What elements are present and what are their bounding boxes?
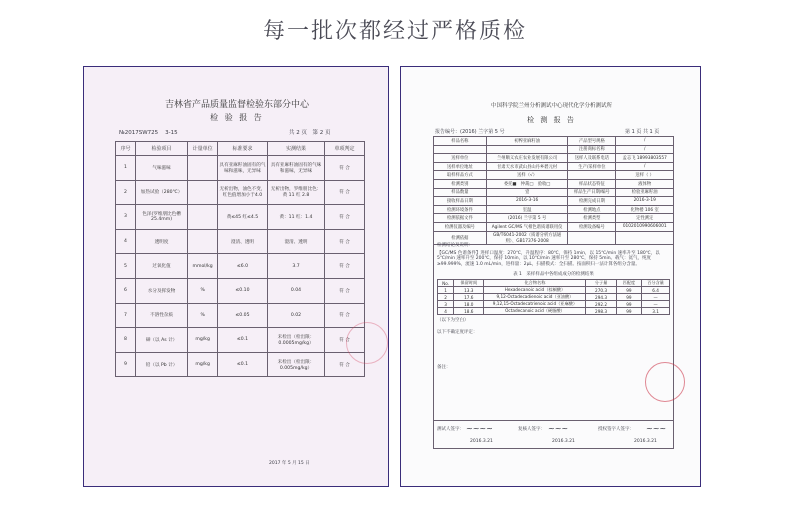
report1-page-info: 共 2 页 第 2 页 bbox=[289, 130, 331, 136]
info-cell: 检验亚麻籽油 bbox=[616, 188, 674, 197]
result-cell: 9,12-Octadecadienoic acid（亚油酸） bbox=[484, 294, 586, 301]
table-header-cell: 计量单位 bbox=[188, 142, 218, 156]
result-header-cell: 化合物名称 bbox=[484, 280, 586, 287]
report1-title: 检 验 报 告 bbox=[210, 113, 264, 122]
info-cell: 样品生产日期/编号 bbox=[568, 188, 616, 197]
blank-note: （以下为空白） bbox=[437, 318, 469, 324]
table-header-cell: 单项判定 bbox=[325, 142, 365, 156]
table-row bbox=[116, 180, 365, 205]
approver-date: 2016.3.21 bbox=[634, 439, 657, 444]
result-cell: 1 bbox=[438, 287, 454, 294]
tester-label: 测试人签字： bbox=[437, 427, 464, 432]
result-cell: Octadecanoic acid（硬脂酸） bbox=[484, 308, 586, 315]
table-cell: 无析出物，油色不变，红色值增加小于4.0 bbox=[218, 180, 268, 205]
table-cell: 未检出（检出限：0.0005mg/kg） bbox=[267, 328, 324, 353]
table-cell: 加热试验（280℃） bbox=[135, 180, 187, 205]
result-cell: 99 bbox=[616, 287, 642, 294]
info-cell: 接收样品日期 bbox=[434, 197, 487, 206]
inspection-report-1 bbox=[83, 66, 389, 487]
table-cell: 符 合 bbox=[325, 254, 365, 279]
result-cell: 13.3 bbox=[454, 287, 484, 294]
info-cell: 送样（√） bbox=[486, 171, 568, 180]
info-cell: 样品名称 bbox=[434, 137, 487, 146]
info-cell: 生产/采样单位 bbox=[568, 162, 616, 171]
info-row bbox=[434, 222, 674, 231]
info-row bbox=[434, 145, 674, 154]
table-header-cell: 实测结果 bbox=[267, 142, 324, 156]
result-cell: 2 bbox=[438, 294, 454, 301]
info-cell: 委托■ 仲裁□ 验收□ bbox=[486, 179, 568, 188]
result-cell: Hexadecanoic acid（棕榈酸） bbox=[484, 287, 586, 294]
result-cell: 3.1 bbox=[642, 308, 670, 315]
table-cell: 3.7 bbox=[267, 254, 324, 279]
table-row bbox=[116, 303, 365, 328]
info-cell bbox=[486, 145, 568, 154]
info-cell: / bbox=[616, 137, 674, 146]
reviewer-signature: ~~~ bbox=[548, 424, 569, 433]
info-cell: 2016-3-16 bbox=[486, 197, 568, 206]
table-cell: 气味滋味 bbox=[135, 156, 187, 181]
table-cell bbox=[188, 180, 218, 205]
result-row bbox=[438, 294, 670, 301]
table-cell: 符 合 bbox=[325, 180, 365, 205]
reviewer-label: 复核人签字： bbox=[518, 427, 545, 432]
info-cell: 检测依据 bbox=[434, 231, 487, 244]
info-cell: 液体物 bbox=[616, 179, 674, 188]
info-cell: 送样单位 bbox=[434, 154, 487, 163]
method-text: 【GC/MS 色谱条件】进样口温度：270℃，升温程序：80℃，保持 1min，以 15℃/min 速率升至 180℃，以 5℃/min 速率升至 200℃，保持 10min，以 10℃/min 速率升至 280℃，保持 5min。载气：氦气，纯度≥99.999%，流速 1.0 mL/min，进样量：2μL，扫描模式：全扫描。按面积归一法计算各组分含量。 bbox=[437, 250, 660, 267]
info-cell: Agilent GC/MS 气相色谱质谱联用仪 bbox=[486, 222, 568, 231]
result-header-cell: 匹配度 bbox=[616, 280, 642, 287]
table-cell: 过氧化值 bbox=[135, 254, 187, 279]
table-cell: 符 合 bbox=[325, 352, 365, 377]
result-row bbox=[438, 301, 670, 308]
table-cell: mg/kg bbox=[188, 352, 218, 377]
info-cell: 检测地点 bbox=[568, 205, 616, 214]
report2-number: 报告编号：(2016) 兰字第 5 号 bbox=[435, 129, 505, 135]
table-header-cell: 标准要求 bbox=[218, 142, 268, 156]
remark-label: 以下不确定度评定： bbox=[437, 329, 478, 335]
report2-conclusion-box bbox=[433, 241, 674, 421]
table-cell: mg/kg bbox=[188, 328, 218, 353]
table-cell bbox=[188, 229, 218, 254]
table-cell: 水分及挥发物 bbox=[135, 278, 187, 303]
table-header-cell: 检验项目 bbox=[135, 142, 187, 156]
table-cell: % bbox=[188, 278, 218, 303]
result-cell: — bbox=[642, 294, 670, 301]
info-row bbox=[434, 137, 674, 146]
info-cell: 兰州顺义农庄农业发展有限公司 bbox=[486, 154, 568, 163]
report1-org: 吉林省产品质量监督检验东部分中心 bbox=[164, 100, 309, 110]
table-cell: 澄清、透明 bbox=[267, 229, 324, 254]
result-cell: 298.3 bbox=[586, 308, 616, 315]
result-header-cell: 保留时间 bbox=[454, 280, 484, 287]
result-cell: 3 bbox=[438, 301, 454, 308]
info-cell: 取样样品方式 bbox=[434, 171, 487, 180]
info-cell: 室温 bbox=[486, 205, 568, 214]
info-cell bbox=[434, 145, 487, 154]
info-cell: 化物楼 106 室 bbox=[616, 205, 674, 214]
result-header-cell: 分子量 bbox=[586, 280, 616, 287]
info-cell: 检测类型 bbox=[568, 214, 616, 223]
info-cell: 2016-3-19 bbox=[616, 197, 674, 206]
result-cell: 18.6 bbox=[454, 308, 484, 315]
table-cell: 6 bbox=[116, 278, 136, 303]
info-cell bbox=[568, 171, 616, 180]
table-cell: 0.04 bbox=[267, 278, 324, 303]
info-cell: GB/T6041-2002（质谱分析方法通则）、GB17376-2008 bbox=[486, 231, 568, 244]
result-header-cell: No. bbox=[438, 280, 454, 287]
result-caption: 表 1 采样样品中各组成成分的检测结果 bbox=[513, 271, 594, 277]
table-row bbox=[116, 328, 365, 353]
info-cell: / bbox=[616, 162, 674, 171]
table-cell: ≤0.1 bbox=[218, 328, 268, 353]
result-cell: 270.3 bbox=[586, 287, 616, 294]
report2-result-table bbox=[437, 279, 670, 315]
result-cell: 292.2 bbox=[586, 301, 616, 308]
result-cell: 99 bbox=[616, 294, 642, 301]
reviewer-date: 2016.3.21 bbox=[552, 439, 575, 444]
info-cell: 样品数量 bbox=[434, 188, 487, 197]
table-cell: mmol/kg bbox=[188, 254, 218, 279]
table-cell: 3 bbox=[116, 205, 136, 230]
info-row bbox=[434, 214, 674, 223]
result-header-cell: 百分含量 bbox=[642, 280, 670, 287]
info-cell: 壹 bbox=[486, 188, 568, 197]
table-cell: 7 bbox=[116, 303, 136, 328]
table-cell: 符 合 bbox=[325, 205, 365, 230]
report2-org: 中国科学院兰州分析测试中心现代化学分析测试所 bbox=[490, 103, 612, 109]
table-cell: % bbox=[188, 303, 218, 328]
report2-info-table bbox=[433, 136, 674, 245]
info-cell: 孟志飞 18993803557 bbox=[616, 154, 674, 163]
info-row bbox=[434, 197, 674, 206]
table-cell: ≤0.05 bbox=[218, 303, 268, 328]
result-cell: 9,12,15-Octadecatrienoic acid（亚麻酸） bbox=[484, 301, 586, 308]
info-row bbox=[434, 171, 674, 180]
inspection-report-2 bbox=[400, 66, 701, 487]
info-cell: 定性测定 bbox=[616, 214, 674, 223]
table-cell: 黄：11 红：1.4 bbox=[267, 205, 324, 230]
info-cell: 初榨亚麻籽油 bbox=[486, 137, 568, 146]
table-cell: 0.02 bbox=[267, 303, 324, 328]
table-cell: 符 合 bbox=[325, 328, 365, 353]
report1-table bbox=[115, 141, 365, 377]
info-cell: 送样人及联系电话 bbox=[568, 154, 616, 163]
table-cell: ≤0.10 bbox=[218, 278, 268, 303]
table-cell: ≤6.0 bbox=[218, 254, 268, 279]
info-row bbox=[434, 188, 674, 197]
info-cell: 送样单位地址 bbox=[434, 162, 487, 171]
info-cell: 检测环境条件 bbox=[434, 205, 487, 214]
table-cell: 未检出（检出限：0.005mg/kg） bbox=[267, 352, 324, 377]
approver-label: 授权签字人签字： bbox=[598, 427, 634, 432]
table-header-cell: 序号 bbox=[116, 142, 136, 156]
table-cell: 1 bbox=[116, 156, 136, 181]
info-row bbox=[434, 154, 674, 163]
info-cell: 检测完成日期 bbox=[568, 197, 616, 206]
result-cell: 17.6 bbox=[454, 294, 484, 301]
info-cell: / bbox=[616, 145, 674, 154]
info-cell: 注册商标名称 bbox=[568, 145, 616, 154]
info-row bbox=[434, 162, 674, 171]
table-cell: 黄≤45 红≤4.5 bbox=[218, 205, 268, 230]
result-row bbox=[438, 287, 670, 294]
remark-label-2: 备注： bbox=[437, 365, 451, 371]
table-row bbox=[116, 229, 365, 254]
table-cell: 透明度 bbox=[135, 229, 187, 254]
table-cell: 符 合 bbox=[325, 156, 365, 181]
table-cell: 4 bbox=[116, 229, 136, 254]
table-cell: 5 bbox=[116, 254, 136, 279]
result-cell: 6.4 bbox=[642, 287, 670, 294]
result-row bbox=[438, 308, 670, 315]
table-cell: 色泽(罗维朋比色槽 25.4mm) bbox=[135, 205, 187, 230]
table-row bbox=[116, 278, 365, 303]
testing-seal-stamp bbox=[645, 362, 685, 402]
info-row bbox=[434, 179, 674, 188]
table-cell: 具有亚麻籽油固有的气味和滋味，无异味 bbox=[218, 156, 268, 181]
table-cell: 符 合 bbox=[325, 278, 365, 303]
page-headline: 每一批次都经过严格质检 bbox=[262, 19, 527, 44]
info-cell: 送样（ ） bbox=[616, 171, 674, 180]
table-cell: 砷（以 As 计） bbox=[135, 328, 187, 353]
info-cell: (2016) 兰字第 5 号 bbox=[486, 214, 568, 223]
signature-row bbox=[433, 421, 674, 449]
table-cell bbox=[188, 205, 218, 230]
table-row bbox=[116, 205, 365, 230]
info-cell: 检测仪器及编号 bbox=[434, 222, 487, 231]
table-cell: 无析出物，罗维朋比色：黄 11 红 2.8 bbox=[267, 180, 324, 205]
report2-page-info: 第 1 页 共 1 页 bbox=[625, 129, 660, 135]
result-cell: 294.3 bbox=[586, 294, 616, 301]
info-row bbox=[434, 205, 674, 214]
info-cell: 检测类别 bbox=[434, 179, 487, 188]
info-cell: 0102010990606001 bbox=[616, 222, 674, 231]
result-header-row bbox=[438, 280, 670, 287]
info-cell: 检测设备编号 bbox=[568, 222, 616, 231]
table-header-row bbox=[116, 142, 365, 156]
table-cell: 符 合 bbox=[325, 229, 365, 254]
table-cell: 2 bbox=[116, 180, 136, 205]
approver-signature: ~~~ bbox=[646, 424, 667, 433]
result-cell: 99 bbox=[616, 301, 642, 308]
table-cell: 不溶性杂质 bbox=[135, 303, 187, 328]
result-cell: 18.0 bbox=[454, 301, 484, 308]
table-row bbox=[116, 254, 365, 279]
table-cell: ≤0.1 bbox=[218, 352, 268, 377]
info-cell: 产品型号规格 bbox=[568, 137, 616, 146]
report2-title: 检 测 报 告 bbox=[527, 116, 576, 124]
tester-date: 2016.3.21 bbox=[470, 439, 493, 444]
table-cell: 具有亚麻籽油固有的气味和滋味，无异味 bbox=[267, 156, 324, 181]
inspection-seal-stamp bbox=[346, 322, 388, 364]
table-row bbox=[116, 352, 365, 377]
info-cell: 样品状态特征 bbox=[568, 179, 616, 188]
result-cell: 4 bbox=[438, 308, 454, 315]
table-cell: 9 bbox=[116, 352, 136, 377]
table-cell bbox=[188, 156, 218, 181]
table-cell: 铅（以 Pb 计） bbox=[135, 352, 187, 377]
result-cell: — bbox=[642, 301, 670, 308]
method-title: 检测结论及说明： bbox=[437, 243, 473, 248]
table-cell: 澄清、透明 bbox=[218, 229, 268, 254]
info-cell: 甘肃天水市武山县山丹乡碧元村 bbox=[486, 162, 568, 171]
result-cell: 99 bbox=[616, 308, 642, 315]
table-cell: 8 bbox=[116, 328, 136, 353]
info-cell: 检测依据文件 bbox=[434, 214, 487, 223]
tester-signature: ~~~~ bbox=[466, 424, 493, 433]
report1-number: №2017SW725 3-15 bbox=[119, 130, 178, 136]
table-cell: 符 合 bbox=[325, 303, 365, 328]
report1-date: 2017 年 5 月 15 日 bbox=[269, 461, 310, 466]
table-row bbox=[116, 156, 365, 181]
